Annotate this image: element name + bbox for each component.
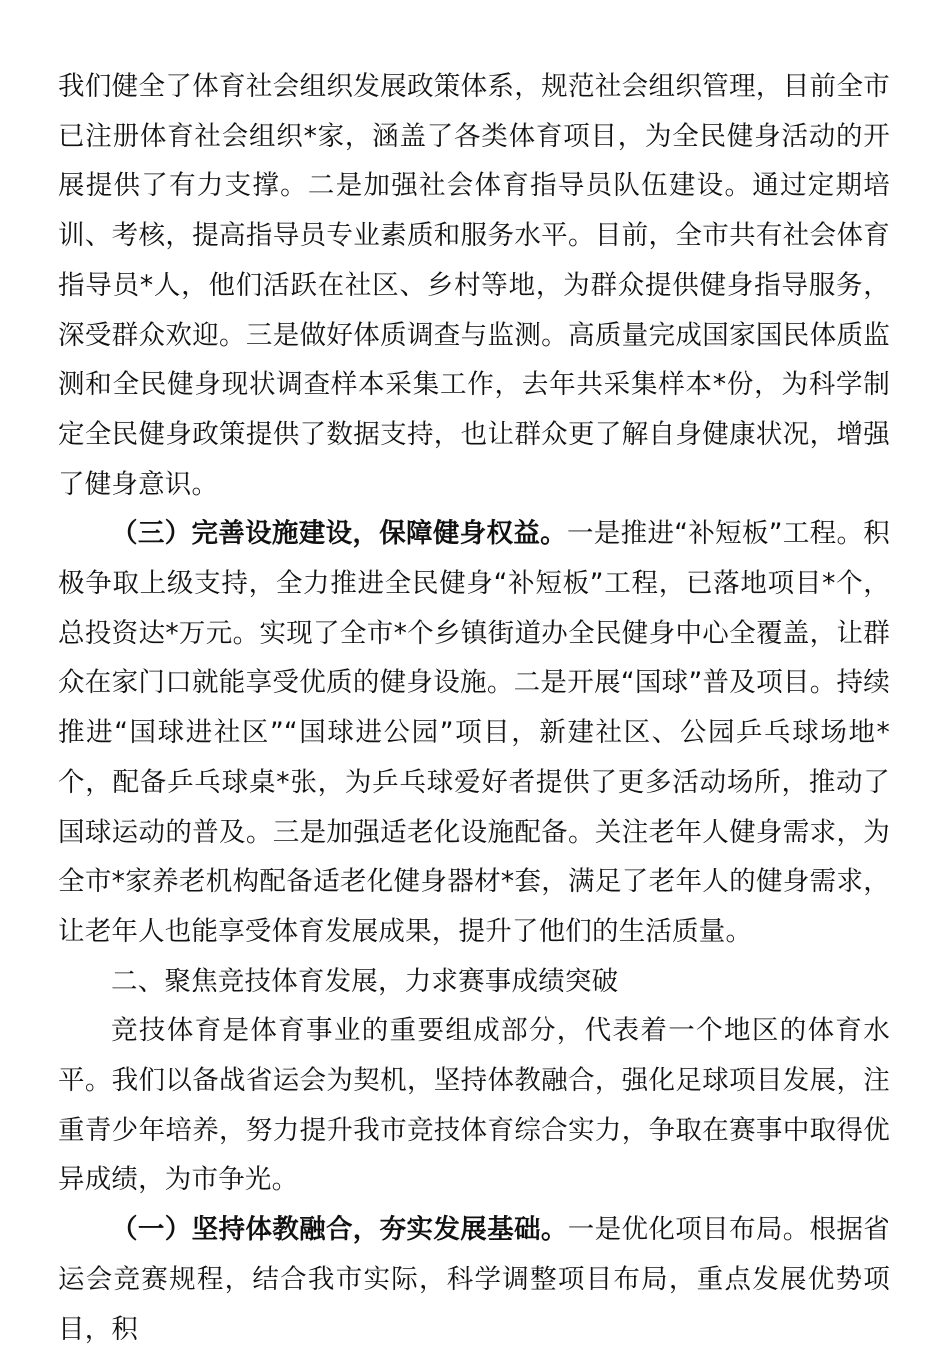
section-heading-1: （一）坚持体教融合，夯实发展基础。 <box>111 1214 568 1246</box>
paragraph-continuation <box>58 62 890 509</box>
section-heading-3: （三）完善设施建设，保障健身权益。 <box>111 518 567 550</box>
paragraph-section-3 <box>58 509 890 956</box>
paragraph-text: 一是优化项目布局。根据省运会竞赛规程，结合我市实际，科学调整项目布局，重点发展优势项目，积 <box>58 1214 890 1345</box>
heading-text: 二、聚焦竞技体育发展，力求赛事成绩突破 <box>111 965 619 997</box>
document-page <box>58 62 890 1354</box>
paragraph-intro <box>58 1006 890 1205</box>
paragraph-text: 我们健全了体育社会组织发展政策体系，规范社会组织管理，目前全市已注册体育社会组织*家，涵盖了各类体育项目，为全民健身活动的开展提供了有力支撑。二是加强社会体育指导员队伍建设。通过定期培训、考核，提高指导员专业素质和服务水平。目前，全市共有社会体育指导员*人，他们活跃在社区、乡村等地，为群众提供健身指导服务，深受群众欢迎。三是做好体质调查与监测。高质量完成国家国民体质监测和全民健身现状调查样本采集工作，去年共采集样本*份，为科学制定全民健身政策提供了数据支持，也让群众更了解自身健康状况，增强了健身意识。 <box>58 71 890 500</box>
paragraph-section-1 <box>58 1205 890 1354</box>
paragraph-text: 竞技体育是体育事业的重要组成部分，代表着一个地区的体育水平。我们以备战省运会为契机，坚持体教融合，强化足球项目发展，注重青少年培养，努力提升我市竞技体育综合实力，争取在赛事中取得优异成绩，为市争光。 <box>58 1015 890 1196</box>
chapter-heading-2 <box>58 957 890 1007</box>
paragraph-text: 一是推进“补短板”工程。积极争取上级支持，全力推进全民健身“补短板”工程，已落地项目*个，总投资达*万元。实现了全市*个乡镇街道办全民健身中心全覆盖，让群众在家门口就能享受优质的健身设施。二是开展“国球”普及项目。持续推进“国球进社区”“国球进公园”项目，新建社区、公园乒乓球场地*个，配备乒乓球桌*张，为乒乓球爱好者提供了更多活动场所，推动了国球运动的普及。三是加强适老化设施配备。关注老年人健身需求，为全市*家养老机构配备适老化健身器材*套，满足了老年人的健身需求，让老年人也能享受体育发展成果，提升了他们的生活质量。 <box>58 518 891 947</box>
